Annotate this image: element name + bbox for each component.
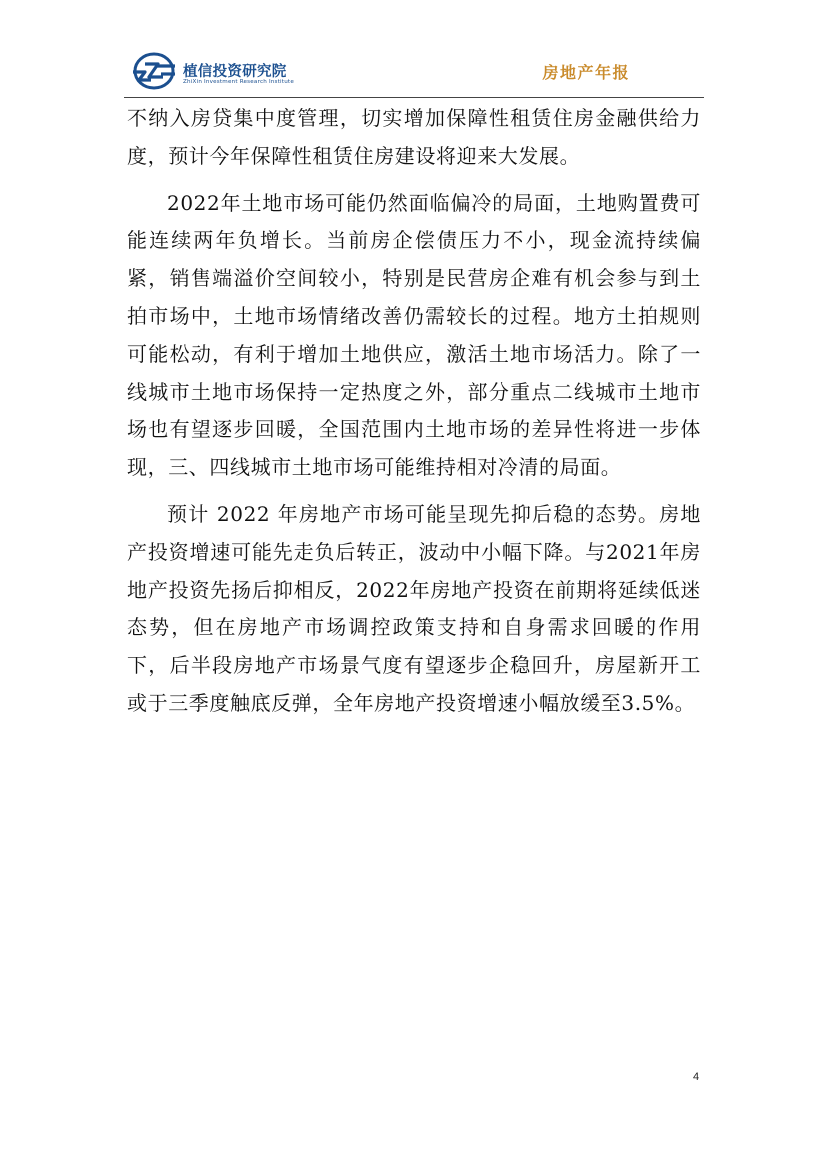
org-name-cn: 植信投资研究院 <box>183 64 287 80</box>
header-divider <box>124 97 704 98</box>
report-type-label: 房地产年报 <box>542 63 630 82</box>
document-body <box>127 100 701 723</box>
org-name-en: ZhiXin Investment Research Institute <box>183 79 294 85</box>
page-header <box>0 0 827 100</box>
paragraph-spacer <box>127 176 701 185</box>
body-paragraph-2: 2022年土地市场可能仍然面临偏冷的局面，土地购置费可能连续两年负增长。当前房企偿债压力不小，现金流持续偏紧，销售端溢价空间较小，特别是民营房企难有机会参与到土拍市场中，土地市场情绪改善仍需较长的过程。地方土拍规则可能松动，有利于增加土地供应，激活土地市场活力。除了一线城市土地市场保持一定热度之外，部分重点二线城市土地市场也有望逐步回暖，全国范围内土地市场的差异性将进一步体现，三、四线城市土地市场可能维持相对冷清的局面。 <box>127 190 701 480</box>
body-paragraph-1: 不纳入房贷集中度管理，切实增加保障性租赁住房金融供给力度，预计今年保障性租赁住房建设将迎来大发展。 <box>127 106 701 168</box>
paragraph-spacer <box>127 487 701 496</box>
body-paragraph-3: 预计 2022 年房地产市场可能呈现先抑后稳的态势。房地产投资增速可能先走负后转正，波动中小幅下降。与2021年房地产投资先扬后抑相反，2022年房地产投资在前期将延续低迷态势，但在房地产市场调控政策支持和自身需求回暖的作用下，后半段房地产市场景气度有望逐步企稳回升，房屋新开工或于三季度触底反弹，全年房地产投资增速小幅放缓至3.5%。 <box>127 501 701 715</box>
page-number: 4 <box>693 1071 700 1083</box>
company-logo-icon <box>131 51 177 91</box>
